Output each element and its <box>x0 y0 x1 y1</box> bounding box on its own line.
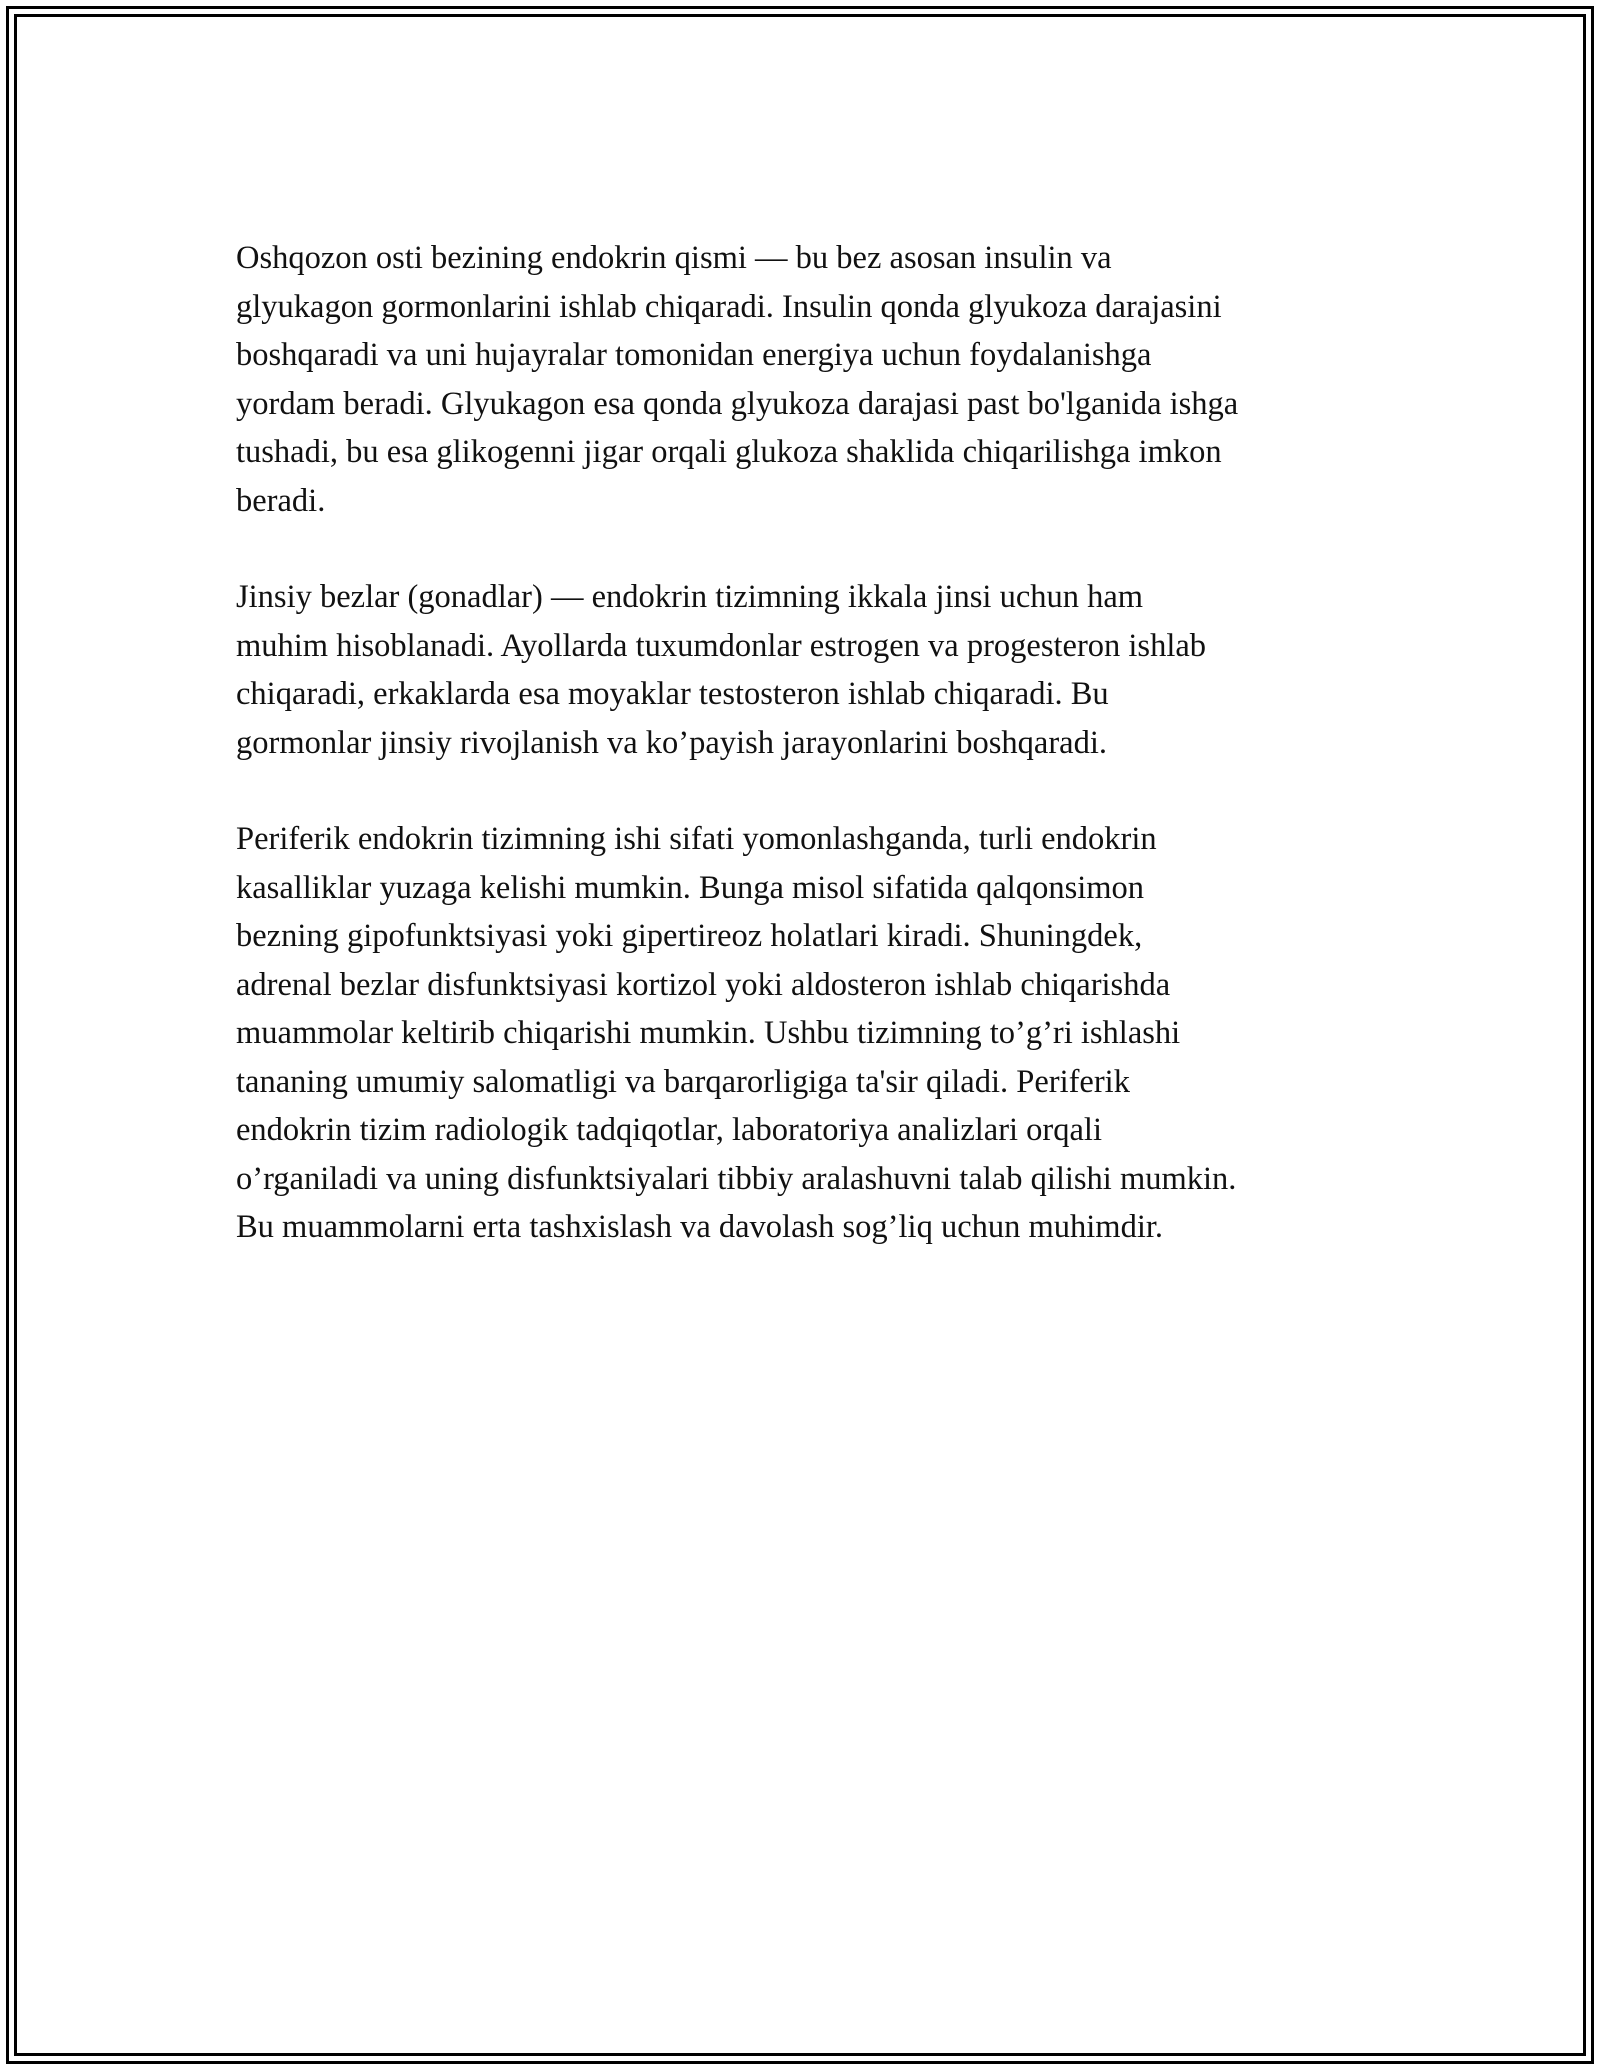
text-line: glyukagon gormonlarini ishlab chiqaradi. Insulin qonda glyukoza darajasini <box>236 288 1222 325</box>
text-line: Periferik endokrin tizimning ishi sifati yomonlashganda, turli endokrin <box>236 821 1157 857</box>
text-line: adrenal bezlar disfunktsiyasi kortizol yoki aldosteron ishlab chiqarishda <box>236 966 1171 1003</box>
paragraph-peripheral-endocrine <box>236 815 1376 1252</box>
document-body <box>236 234 1376 1300</box>
text-line: beradi. <box>236 482 326 519</box>
text-line: yordam beradi. Glyukagon esa qonda glyukoza darajasi past bo'lganida ishga <box>236 385 1239 422</box>
text-line: bezning gipofunktsiyasi yoki gipertireoz holatlari kiradi. Shuningdek, <box>236 918 1143 954</box>
text-line: chiqaradi, erkaklarda esa moyaklar testosteron ishlab chiqaradi. Bu <box>236 676 1109 712</box>
text-line: Bu muammolarni erta tashxislash va davolash sog’liq uchun muhimdir. <box>236 1209 1164 1245</box>
text-line: Oshqozon osti bezining endokrin qismi — bu bez asosan insulin va <box>236 240 1112 276</box>
paragraph-gonads <box>236 573 1376 767</box>
text-line: Jinsiy bezlar (gonadlar) — endokrin tizimning ikkala jinsi uchun ham <box>236 579 1144 615</box>
text-line: muhim hisoblanadi. Ayollarda tuxumdonlar estrogen va progesteron ishlab <box>236 627 1207 664</box>
text-line: endokrin tizim radiologik tadqiqotlar, laboratoriya analizlari orqali <box>236 1112 1102 1148</box>
text-line: tananing umumiy salomatligi va barqarorligiga ta'sir qiladi. Periferik <box>236 1063 1130 1100</box>
text-line: muammolar keltirib chiqarishi mumkin. Ushbu tizimning to’g’ri ishlashi <box>236 1015 1181 1051</box>
text-line: gormonlar jinsiy rivojlanish va ko’payish jarayonlarini boshqaradi. <box>236 724 1107 761</box>
text-line: kasalliklar yuzaga kelishi mumkin. Bunga misol sifatida qalqonsimon <box>236 869 1145 906</box>
text-line: boshqaradi va uni hujayralar tomonidan energiya uchun foydalanishga <box>236 337 1152 373</box>
paragraph-pancreas <box>236 234 1376 525</box>
text-line: o’rganiladi va uning disfunktsiyalari tibbiy aralashuvni talab qilishi mumkin. <box>236 1160 1237 1197</box>
text-line: tushadi, bu esa glikogenni jigar orqali glukoza shaklida chiqarilishga imkon <box>236 434 1222 470</box>
